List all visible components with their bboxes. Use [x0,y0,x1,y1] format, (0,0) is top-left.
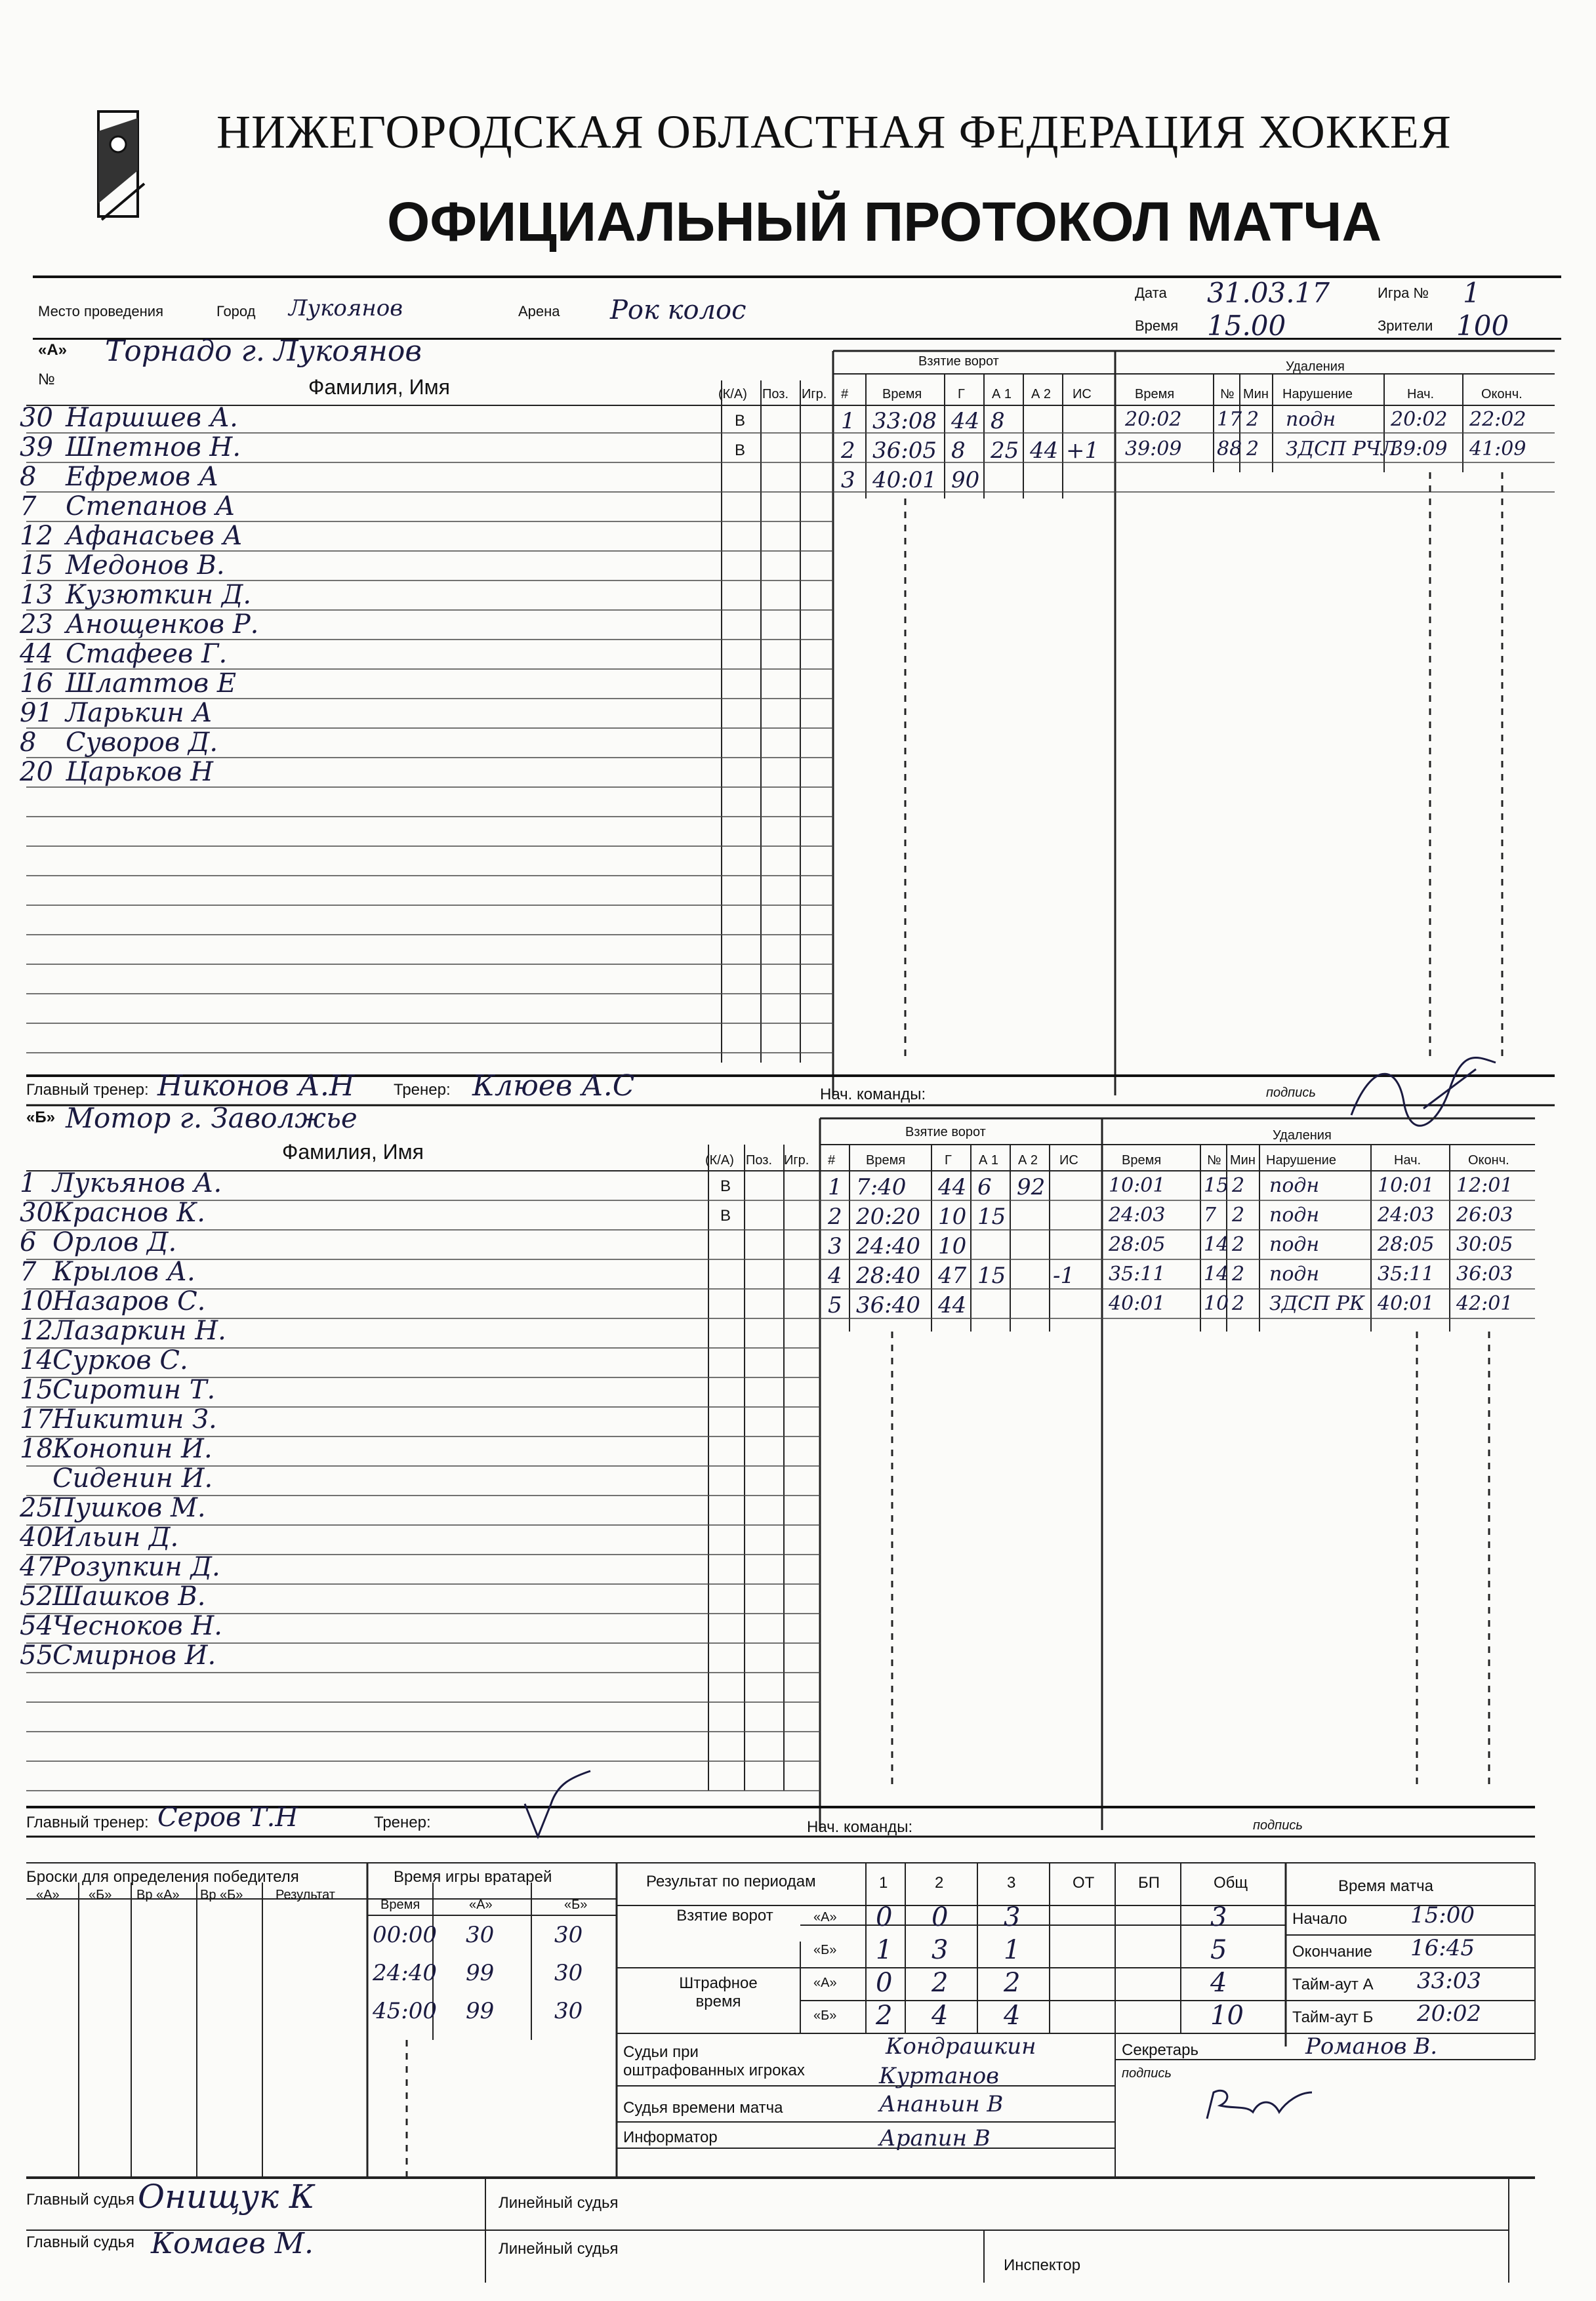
goal-col-time: Время [882,387,922,401]
col-name: Фамилия, Имя [308,375,450,399]
goal-n[interactable]: 5 [828,1292,842,1318]
goal-g[interactable]: 47 [938,1263,967,1289]
team-a-marker: «А» [38,341,68,359]
goal-col-a1: А 1 [992,387,1012,401]
goal-g[interactable]: 8 [951,438,966,464]
goal-time[interactable]: 20:20 [856,1204,920,1230]
goal-is[interactable]: -1 [1053,1263,1075,1289]
chief-ref[interactable]: Онищук К [138,2178,315,2216]
period-col-header: БП [1138,1874,1160,1892]
penalty-start[interactable]: 40:01 [1378,1292,1435,1315]
period-col-header: Общ [1214,1874,1248,1892]
penalty-min[interactable]: 2 [1232,1174,1245,1197]
pen-col-start: Нач. [1407,387,1435,401]
period-value[interactable]: 4 [931,2001,949,2031]
goals-row-label: Взятие ворот [676,1907,773,1924]
goal-col-n-b: # [828,1153,836,1168]
goalie-col-a: «А» [469,1898,493,1912]
player-number[interactable]: 8 [20,462,37,492]
player-name[interactable]: Ильин Д. [52,1522,179,1553]
pen-col-time: Время [1135,387,1175,401]
penalty-min[interactable]: 2 [1232,1233,1245,1256]
penalty-end[interactable]: 30:05 [1456,1233,1513,1256]
goal-a1[interactable]: 25 [991,438,1019,464]
player-name[interactable]: Лукьянов А. [52,1168,222,1198]
penalty-no[interactable]: 17 [1217,408,1242,431]
penalty-foul[interactable]: ЗДСП РК [1269,1292,1365,1315]
inspector-label: Инспектор [1004,2256,1081,2274]
goal-g[interactable]: 44 [951,408,980,434]
coach-label-b: Тренер: [374,1814,431,1831]
timeout-b-label: Тайм-аут Б [1292,2008,1374,2026]
match-end[interactable]: 16:45 [1410,1935,1475,1961]
goals-title-a: Взятие ворот [918,354,999,369]
penalty-no[interactable]: 88 [1217,438,1242,460]
player-name[interactable]: Ларькин А [66,698,213,728]
time-judge[interactable]: Ананьин В [879,2091,1004,2117]
pen-col-min-b: Мин [1230,1153,1256,1168]
player-number[interactable]: 1 [20,1168,37,1198]
player-name[interactable]: Краснов К. [52,1198,205,1228]
secretary-label: Секретарь [1122,2041,1198,2059]
team-b-marker: «Б» [813,1943,837,1957]
secretary[interactable]: Романов В. [1305,2033,1438,2060]
penalty-end[interactable]: 42:01 [1456,1292,1513,1315]
player-name[interactable]: Лазаркин Н. [52,1316,226,1346]
player-name[interactable]: Шашков В. [52,1581,206,1612]
col-pos-b: Поз. [746,1153,772,1168]
arena-value[interactable]: Рок колос [610,295,747,325]
period-col-header: 1 [879,1874,888,1892]
goal-col-g-b: Г [945,1153,952,1168]
goal-a1[interactable]: 6 [977,1174,992,1200]
game-value[interactable]: 1 [1463,277,1481,309]
penalty-start[interactable]: 35:11 [1378,1263,1435,1286]
penalty-end[interactable]: 22:02 [1469,408,1526,431]
player-name[interactable]: Смирнов И. [52,1640,216,1671]
period-value[interactable]: 1 [1004,1935,1021,1965]
goal-col-g: Г [958,387,965,401]
spectators-label: Зрители [1378,317,1433,334]
player-name[interactable]: Чесноков Н. [52,1611,222,1641]
chief-ref-label: Главный судья [26,2191,135,2209]
goal-is[interactable]: +1 [1066,438,1099,464]
pen-col-min: Мин [1243,387,1269,401]
team-a-name[interactable]: Торнадо г. Лукоянов [105,335,422,368]
penalty-foul[interactable]: подн [1269,1263,1320,1286]
head-coach-label-a: Главный тренер: [26,1081,149,1099]
penalty-min[interactable]: 2 [1246,438,1259,460]
player-number[interactable]: 12 [20,521,53,551]
penalty-foul[interactable]: подн [1269,1233,1320,1256]
period-col-header: ОТ [1073,1874,1095,1892]
player-name[interactable]: Шпетнов Н. [66,432,241,462]
player-name[interactable]: Степанов А [66,491,235,521]
goalie-b[interactable]: 30 [554,1960,583,1986]
goal-n[interactable]: 3 [841,467,855,493]
penalty-judge-1[interactable]: Кондрашкин [886,2033,1036,2060]
goalie-time[interactable]: 00:00 [373,1922,437,1948]
player-position[interactable]: В [720,1177,731,1195]
timeout-a-label: Тайм-аут А [1292,1976,1374,1993]
goal-n[interactable]: 1 [841,408,855,434]
linesman-label: Линейный судья [499,2194,619,2212]
player-name[interactable]: Афанасьев А [66,521,243,551]
penalty-no[interactable]: 7 [1204,1204,1217,1227]
date-label: Дата [1135,285,1167,301]
penalty-foul[interactable]: ЗДСП РЧЛ [1286,438,1398,460]
player-number[interactable]: 30 [20,403,53,433]
player-number[interactable]: 91 [20,698,53,728]
player-number[interactable]: 52 [20,1581,53,1612]
goalie-col-time: Время [380,1898,420,1912]
player-name[interactable]: Сиротин Т. [52,1375,216,1405]
player-number[interactable]: 47 [20,1552,53,1582]
sign-label-a: подпись [1266,1086,1316,1100]
shootout-col-vra: Вр «А» [136,1888,180,1902]
player-name[interactable]: Стафеев Г. [66,639,228,669]
period-value[interactable]: 1 [876,1935,893,1965]
period-value[interactable]: 4 [1004,2001,1021,2031]
head-coach-label-b: Главный тренер: [26,1814,149,1831]
goal-n[interactable]: 2 [828,1204,842,1230]
penalty-no[interactable]: 14 [1204,1263,1229,1286]
goal-n[interactable]: 4 [828,1263,842,1289]
player-number[interactable]: 17 [20,1404,53,1435]
player-number[interactable]: 7 [20,1257,37,1287]
player-position[interactable]: В [735,441,746,459]
shootout-col-a: «А» [36,1888,60,1902]
timeout-a[interactable]: 33:03 [1417,1968,1481,1994]
player-name[interactable]: Крылов А. [52,1257,195,1287]
penalty-start[interactable]: 10:01 [1378,1174,1435,1197]
goal-col-a2-b: А 2 [1018,1153,1038,1168]
team-b-marker: «Б» [813,2008,837,2023]
goal-col-a1-b: А 1 [979,1153,999,1168]
chief-ref2[interactable]: Комаев М. [151,2227,314,2260]
col-played: Игр. [802,387,827,401]
player-name[interactable]: Розупкин Д. [52,1552,220,1582]
secretary-sign-label: подпись [1122,2066,1172,2081]
match-end-label: Окончание [1292,1943,1372,1961]
goal-a1[interactable]: 15 [977,1263,1006,1289]
shootout-col-b: «Б» [89,1888,112,1902]
match-start[interactable]: 15:00 [1410,1902,1475,1928]
player-number[interactable]: 54 [20,1611,53,1641]
arena-label: Арена [518,303,560,319]
goal-time[interactable]: 33:08 [872,408,937,434]
captain-label-a: Нач. команды: [820,1086,926,1103]
goal-time[interactable]: 28:40 [856,1263,920,1289]
goalie-a[interactable]: 99 [466,1998,495,2024]
period-value[interactable]: 5 [1210,1935,1227,1965]
player-name[interactable]: Наршшев А. [66,403,238,433]
period-col-header: 3 [1007,1874,1016,1892]
player-name[interactable]: Анощенков Р. [66,609,259,640]
informer[interactable]: Арапин В [879,2125,991,2151]
player-number[interactable]: 15 [20,1375,53,1405]
penalty-min[interactable]: 2 [1232,1204,1245,1227]
player-number[interactable]: 40 [20,1522,53,1553]
pen-col-no-b: № [1207,1153,1221,1168]
goal-a1[interactable]: 8 [991,408,1005,434]
head-coach-b[interactable]: Серов Т.Н [157,1802,298,1833]
penalty-min[interactable]: 2 [1232,1263,1245,1286]
time-label: Время [1135,317,1179,334]
team-b-marker: «Б» [26,1109,55,1126]
head-coach-a[interactable]: Никонов А.Н [157,1069,355,1103]
match-time-title: Время матча [1338,1877,1434,1895]
penalty-start[interactable]: 28:05 [1378,1233,1435,1256]
match-start-label: Начало [1292,1910,1347,1928]
penalty-start[interactable]: 20:02 [1391,408,1448,431]
game-label: Игра № [1378,285,1429,301]
penalty-min[interactable]: 2 [1232,1292,1245,1315]
goal-a2[interactable]: 44 [1030,438,1059,464]
player-number[interactable]: 14 [20,1345,53,1375]
team-a-marker: «А» [813,1976,837,1990]
goal-g[interactable]: 44 [938,1174,967,1200]
player-number[interactable]: 8 [20,727,37,758]
goalie-a[interactable]: 99 [466,1960,495,1986]
pen-col-foul-b: Нарушение [1266,1153,1336,1168]
timeout-b[interactable]: 20:02 [1417,2001,1481,2027]
player-number[interactable]: 30 [20,1198,53,1228]
player-number[interactable]: 7 [20,491,37,521]
col-name-b: Фамилия, Имя [282,1140,424,1164]
player-name[interactable]: Кузюткин Д. [66,580,252,610]
shootout-col-vrb: Вр «Б» [200,1888,243,1902]
penalty-min[interactable]: 2 [1246,408,1259,431]
goal-time[interactable]: 36:05 [872,438,937,464]
penalty-no[interactable]: 10 [1204,1292,1229,1315]
goal-g[interactable]: 10 [938,1204,967,1230]
penalty-judge-2[interactable]: Куртанов [879,2063,999,2089]
linesman2-label: Линейный судья [499,2240,619,2258]
player-name[interactable]: Никитин З. [52,1404,217,1435]
penalty-start[interactable]: 24:03 [1378,1204,1435,1227]
time-judge-label: Судья времени матча [623,2099,783,2117]
period-value[interactable]: 0 [931,1902,949,1932]
goal-time[interactable]: 24:40 [856,1233,920,1259]
penalty-start[interactable]: 39:09 [1391,438,1448,460]
player-number[interactable]: 15 [20,550,53,580]
pen-col-no: № [1220,387,1235,401]
captain-label-b: Нач. команды: [807,1818,913,1836]
period-value[interactable]: 2 [1004,1968,1021,1998]
goal-time[interactable]: 7:40 [856,1174,907,1200]
player-position[interactable]: В [735,412,746,430]
goal-g[interactable]: 10 [938,1233,967,1259]
player-name[interactable]: Сиденин И. [52,1463,213,1494]
player-number[interactable]: 23 [20,609,53,640]
player-name[interactable]: Назаров С. [52,1286,206,1316]
period-value[interactable]: 2 [876,2001,893,2031]
goal-time[interactable]: 36:40 [856,1292,920,1318]
pen-col-end-b: Оконч. [1468,1153,1509,1168]
col-ka-b: (К/А) [705,1153,734,1168]
player-number[interactable]: 16 [20,668,53,699]
coach-a[interactable]: Клюев А.С [472,1069,635,1103]
city-value[interactable]: Лукоянов [289,295,403,321]
goal-col-is-b: ИС [1059,1153,1078,1168]
team-b-name[interactable]: Мотор г. Заволжье [66,1102,358,1134]
player-number[interactable]: 20 [20,757,53,787]
player-number[interactable]: 25 [20,1493,53,1523]
federation-name: НИЖЕГОРОДСКАЯ ОБЛАСТНАЯ ФЕДЕРАЦИЯ ХОККЕЯ [216,106,1452,158]
pen-col-start-b: Нач. [1394,1153,1422,1168]
shootout-col-result: Результат [276,1888,335,1902]
spectators-value[interactable]: 100 [1456,310,1509,342]
player-name[interactable]: Царьков Н [66,757,213,787]
penalty-foul[interactable]: подн [1286,408,1336,431]
col-pos: Поз. [762,387,788,401]
goals-title-b: Взятие ворот [905,1125,986,1139]
player-name[interactable]: Орлов Д. [52,1227,177,1257]
col-ka: (К/А) [718,387,747,401]
pen-col-foul: Нарушение [1282,387,1353,401]
time-value[interactable]: 15.00 [1207,310,1286,342]
city-label: Город [216,303,256,319]
penalty-end[interactable]: 26:03 [1456,1204,1513,1227]
goal-col-a2: А 2 [1031,387,1052,401]
player-number[interactable]: 44 [20,639,53,669]
penalty-foul[interactable]: подн [1269,1174,1320,1197]
player-name[interactable]: Сурков С. [52,1345,188,1375]
period-value[interactable]: 4 [1210,1968,1227,1998]
period-value[interactable]: 3 [931,1935,949,1965]
penalty-time[interactable]: 20:02 [1125,408,1182,431]
goal-n[interactable]: 2 [841,438,855,464]
pen-col-time-b: Время [1122,1153,1162,1168]
player-number[interactable]: 12 [20,1316,53,1346]
goalie-time-title: Время игры вратарей [394,1868,552,1886]
shootout-title: Броски для определения победителя [26,1868,299,1886]
penalty-foul[interactable]: подн [1269,1204,1320,1227]
periods-title: Результат по периодам [646,1873,816,1890]
goal-n[interactable]: 1 [828,1174,842,1200]
goalie-b[interactable]: 30 [554,1998,583,2024]
goalie-time[interactable]: 45:00 [373,1998,437,2024]
goalie-time[interactable]: 24:40 [373,1960,437,1986]
penalty-end[interactable]: 12:01 [1456,1174,1513,1197]
player-number[interactable]: 10 [20,1286,53,1316]
date-value[interactable]: 31.03.17 [1207,277,1330,309]
coach-label-a: Тренер: [394,1081,451,1099]
goal-g[interactable]: 44 [938,1292,967,1318]
penalty-end[interactable]: 41:09 [1469,438,1526,460]
goal-col-time-b: Время [866,1153,906,1168]
player-position[interactable]: В [720,1207,731,1225]
penalties-title-a: Удаления [1286,359,1345,374]
pim-row-label: Штрафное время [679,1974,758,2010]
player-number[interactable]: 13 [20,580,53,610]
player-name[interactable]: Ефремов А [66,462,219,492]
goalie-col-b: «Б» [564,1898,588,1912]
penalty-end[interactable]: 36:03 [1456,1263,1513,1286]
player-name[interactable]: Шлаттов Е [66,668,237,699]
chief-ref2-label: Главный судья [26,2233,135,2251]
document-title: ОФИЦИАЛЬНЫЙ ПРОТОКОЛ МАТЧА [387,191,1382,253]
penalty-time[interactable]: 40:01 [1109,1292,1166,1315]
period-value[interactable]: 0 [876,1968,893,1998]
col-no: № [38,371,55,388]
sign-label-b: подпись [1253,1818,1303,1833]
goal-a2[interactable]: 92 [1017,1174,1046,1200]
goal-col-n: # [841,387,849,401]
penalty-no[interactable]: 14 [1204,1233,1229,1256]
informer-label: Информатор [623,2128,718,2146]
player-name[interactable]: Конопин И. [52,1434,213,1464]
penalty-time[interactable]: 24:03 [1109,1204,1166,1227]
period-col-header: 2 [935,1874,944,1892]
pen-col-end: Оконч. [1481,387,1523,401]
penalty-judges-label: Судьи при оштрафованных игроках [623,2043,805,2079]
penalty-no[interactable]: 15 [1204,1174,1229,1197]
player-number[interactable]: 18 [20,1434,53,1464]
player-number[interactable]: 6 [20,1227,37,1257]
penalty-time[interactable]: 35:11 [1109,1263,1166,1286]
period-value[interactable]: 2 [931,1968,949,1998]
player-number[interactable]: 55 [20,1640,53,1671]
period-value[interactable]: 3 [1210,1902,1227,1932]
goal-n[interactable]: 3 [828,1233,842,1259]
team-a-marker: «А» [813,1910,837,1924]
penalty-time[interactable]: 28:05 [1109,1233,1166,1256]
penalty-time[interactable]: 10:01 [1109,1174,1166,1197]
player-number[interactable]: 39 [20,432,53,462]
goal-col-is: ИС [1073,387,1092,401]
secretary-signature [1200,2079,1319,2138]
penalties-title-b: Удаления [1273,1128,1332,1143]
col-played-b: Игр. [784,1153,809,1168]
player-name[interactable]: Пушков М. [52,1493,206,1523]
penalty-time[interactable]: 39:09 [1125,438,1182,460]
player-name[interactable]: Медонов В. [66,550,225,580]
goal-a1[interactable]: 15 [977,1204,1006,1230]
goalie-b[interactable]: 30 [554,1922,583,1948]
period-value[interactable]: 3 [1004,1902,1021,1932]
venue-label: Место проведения [38,303,163,319]
goal-time[interactable]: 40:01 [872,467,937,493]
period-value[interactable]: 0 [876,1902,893,1932]
player-name[interactable]: Суворов Д. [66,727,218,758]
goalie-a[interactable]: 30 [466,1922,495,1948]
goal-g[interactable]: 90 [951,467,980,493]
period-value[interactable]: 10 [1210,2001,1244,2031]
